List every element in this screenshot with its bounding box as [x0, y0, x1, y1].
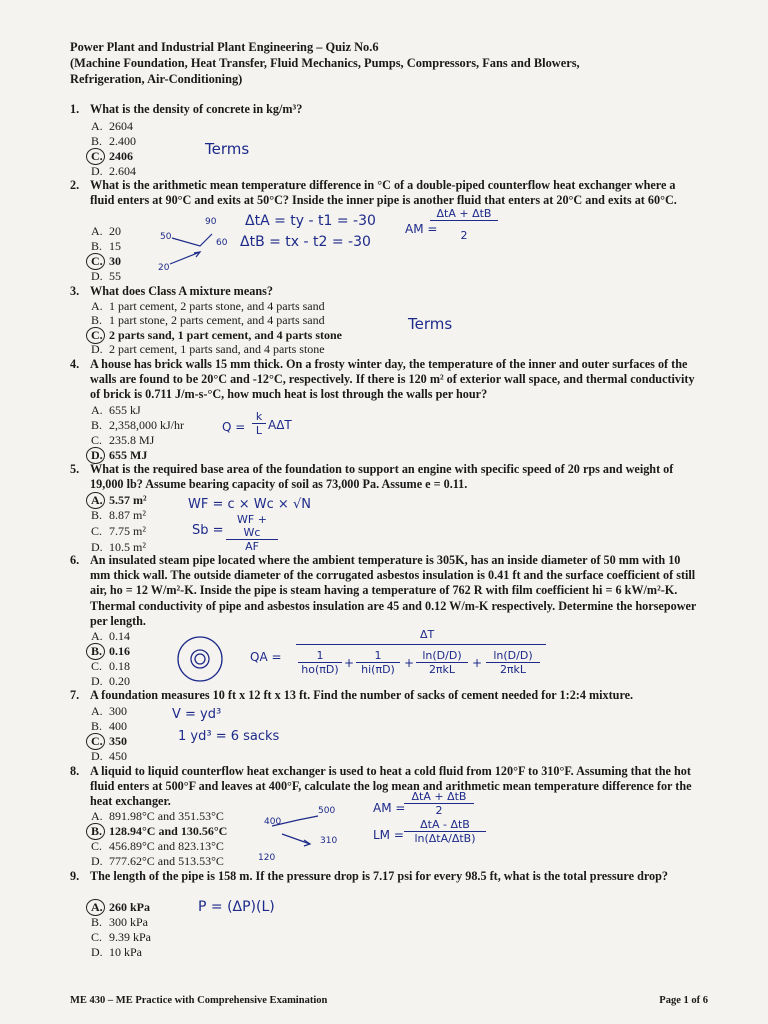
question-text: What is the required base area of the foundation to support an engine with specific speed of 20 rps and weight of 19,000 lb? Assume bearing capacity of soil as 73,000 Pa. Assume e = 0.11. [90, 462, 674, 492]
question-5: 5. What is the required base area of the foundation to support an engine with specific speed of 20 rps and weight of 19,000 lb? Assume bearing capacity of soil as 73,000 Pa. Assume e = 0.11. [70, 462, 700, 492]
delta-tb-formula: ΔtB = tx - t2 = -30 [240, 234, 371, 250]
qa-label: QA = [250, 650, 282, 664]
k-over-l-fraction: $\frac{k}{L}$ [252, 410, 266, 437]
answer-circle [86, 253, 105, 270]
lm-label: LM = [373, 828, 404, 842]
option-b: B. 1 part stone, 2 parts cement, and 4 parts sand [91, 313, 325, 327]
question-text: The length of the pipe is 158 m. If the pressure drop is 7.17 psi for every 98.5 ft, what is the total pressure drop? [90, 869, 669, 883]
option-b: B. 2.400 [91, 134, 136, 148]
temp-label-50: 50 [160, 232, 172, 242]
sacks-conversion: 1 yd³ = 6 sacks [178, 729, 280, 744]
temp-label-20: 20 [158, 263, 170, 273]
quiz-topics-line1: (Machine Foundation, Heat Transfer, Fluid Mechanics, Pumps, Compressors, Fans and Blowers, [70, 56, 580, 70]
option-b: B. 8.87 m² [91, 508, 146, 522]
option-b: B. 15 [91, 239, 121, 253]
question-text: What is the density of concrete in kg/m³? [90, 102, 303, 116]
option-c-selected: C. 2 parts sand, 1 part cement, and 4 parts stone [91, 328, 343, 342]
question-1: 1. What is the density of concrete in kg/m³? [70, 102, 700, 117]
option-d: D. 55 [91, 269, 121, 283]
lm-fraction: ΔtA - ΔtB ln(ΔtA/ΔtB) [404, 818, 486, 845]
quiz-page: Power Plant and Industrial Plant Engineering – Quiz No.6 (Machine Foundation, Heat Transfer, Fluid Mechanics, Pumps, Compressors, Fans and Blowers, Refrigeration, Air-Conditioning) 1. What is the density of concrete in kg/m³? A. 2604 B. 2.400 C. 2406 D. 2.604 Terms 2. What is the arithmetic mean temperature difference in °C of a double-piped counterflow heat exchanger where a fluid enters at 90°C and exits at 50°C? Inside the inner pipe is another fluid that enters at 20°C and exits at 60°C. A. 20 B. 15 C. 30 D. 55 90 50 60 20 ΔtA = ty - t1 = -30 ΔtB = tx - t2 = -30 AM = ΔtA + ΔtB 2 3. What does Class A mixture means? A. 1 part cement, 2 parts stone, and 4 parts sand B. 1 part stone, 2 parts cement, and 4 parts sand C. 2 parts sand, 1 part cement, and 4 parts stone D. 2 part cement, 1 parts sand, and 4 parts stone Terms 4. A house has brick walls 15 mm thick. On a frosty winter day, the temperature of the inner and outer surfaces of the walls are found to be 20°C and -12°C, respectively. If there is 120 m² of exterior wall space, and thermal conductivity of brick is 0.711 J/m-s-°C, how much heat is lost through the walls per hour? A. 655 kJ B. 2,358,000 kJ/hr C. 235.8 MJ D. 655 MJ Q = $\frac{k}{L}$ AΔT 5. What is the required base area of the foundation to support an engine with specific speed of 20 rps and weight of 19,000 lb? Assume bearing capacity of soil as 73,000 Pa. Assume e = 0.11. A. 5.57 m² B. 8.87 m² C. 7.75 m² D. 10.5 m² WF = c × Wc × √N Sb = $\frac{WF + Wc}{AF}$ 6. An insulated steam pipe located where the ambient temperature is 305K, has an inside diameter of 50 mm with 10 mm thick wall. The outside diameter of the corrugated asbestos insulation is 0.41 ft and the surface coefficient of still air, ho = 12 W/m²-K. Inside the pipe is steam having a temperature of 762 R with film coefficient hi = 6 kW/m²-K. Thermal conductivity of pipe and asbestos insulation are 45 and 0.12 W/m-K respectively. Determine the horsepower per length. A. 0.14 B. 0.16 C. 0.18 D. 0.20 QA = ΔT $\frac{1}{ho(\pi D)}$ + $\frac{1}{hi(\pi D)}$ + ln(D/D) 2πkL + ln(D/D) 2πkL 7. A foundation measures 10 ft x 12 ft x 13 ft. Find the number of sacks of cement needed for 1:2:4 mixture. A. 300 B. 400 C. 350 D. 450 V = yd³ 1 yd³ = 6 sacks 8. A liquid to liquid counterflow heat exchanger is used to heat a cold fluid from 120°F to 310°F. Assuming that the hot fluid enters at 500°F and leaves at 400°F, calculate the log mean and arithmetic mean temperature difference for the heat exchanger. A. 891.98°C and 351.53°C B. 128.94°C and 130.56°C C. 456.89°C and 823.13°C D. 777.62°C and 513.53°C 400 500 310 120 AM = ΔtA + ΔtB 2 LM = ΔtA - ΔtB ln(ΔtA/ΔtB) 9. The length of the pipe is 158 m. If the pressure drop is 7.17 psi for every 98.5 ft, what is the total pressure drop? A. 260 kPa B. 300 kPa C. 9.39 kPa D. 10 kPa P = (ΔP)(L) ME 430 – ME Practice with Comprehensive Examination Page 1 of 6 [70, 40, 708, 1006]
option-d: D. 777.62°C and 513.53°C [91, 854, 224, 868]
counterflow-sketch [268, 810, 324, 854]
am-fraction: ΔtA + ΔtB 2 [404, 790, 474, 817]
option-a: A. 891.98°C and 351.53°C [91, 809, 224, 823]
am-label: AM = [373, 801, 406, 815]
option-c: C. 456.89°C and 823.13°C [91, 839, 224, 853]
base-area-label: Sb = [192, 523, 224, 538]
option-d: D. 2 part cement, 1 parts sand, and 4 parts stone [91, 342, 325, 356]
question-3: 3. What does Class A mixture means? [70, 284, 700, 299]
option-c-selected: C. 2406 [91, 149, 133, 163]
option-a: A. 0.14 [91, 629, 130, 643]
option-a: A. 1 part cement, 2 parts stone, and 4 parts sand [91, 299, 325, 313]
answer-circle [86, 492, 105, 509]
main-fraction-bar [296, 644, 546, 645]
temp-label-500: 500 [318, 806, 336, 816]
answer-circle [86, 733, 105, 750]
option-c-selected: C. 350 [91, 734, 127, 748]
answer-circle [86, 823, 105, 840]
option-c: C. 0.18 [91, 659, 130, 673]
counterflow-sketch [160, 222, 220, 272]
am-fraction: ΔtA + ΔtB 2 [430, 207, 498, 242]
option-b: B. 300 kPa [91, 915, 148, 929]
question-7: 7. A foundation measures 10 ft x 12 ft x 13 ft. Find the number of sacks of cement needed for 1:2:4 mixture. [70, 688, 700, 703]
option-d: D. 0.20 [91, 674, 130, 688]
handwritten-note: Terms [408, 315, 453, 333]
answer-circle [86, 643, 105, 660]
temp-label-120: 120 [258, 853, 276, 863]
pipe-conduction-term: ln(D/D) 2πkL [416, 649, 468, 676]
temp-label-400: 400 [264, 817, 282, 827]
question-text: What does Class A mixture means? [90, 284, 273, 298]
pipe-cross-section-sketch [172, 633, 228, 685]
answer-circle [86, 899, 105, 916]
option-b: B. 2,358,000 kJ/hr [91, 418, 184, 432]
course-footer: ME 430 – ME Practice with Comprehensive Examination [70, 995, 328, 1006]
question-text: A house has brick walls 15 mm thick. On a frosty winter day, the temperature of the inner and outer surfaces of the walls are found to be 20°C and -12°C, respectively. If there is 120 m² of exterior wall space, and thermal conductivity of brick is 0.711 J/m-s-°C, how much heat is lost through the walls per hour? [90, 357, 695, 402]
option-a: A. 655 kJ [91, 403, 141, 417]
temp-label-60: 60 [216, 238, 228, 248]
heat-formula-rest: AΔT [268, 418, 292, 432]
option-d: D. 10 kPa [91, 945, 142, 959]
option-a: A. 20 [91, 224, 121, 238]
question-text: An insulated steam pipe located where the ambient temperature is 305K, has an inside diameter of 50 mm with 10 mm thick wall. The outside diameter of the corrugated asbestos insulation is 0.41 ft and the surface coefficient of still air, ho = 12 W/m²-K. Inside the pipe is steam having a temperature of 762 R with film coefficient hi = 6 kW/m²-K. Thermal conductivity of pipe and asbestos insulation are 45 and 0.12 W/m-K respectively. Determine the horsepower per length. [90, 553, 697, 628]
option-d: D. 450 [91, 749, 127, 763]
option-c-selected: C. 30 [91, 254, 121, 268]
question-4: 4. A house has brick walls 15 mm thick. On a frosty winter day, the temperature of the inner and outer surfaces of the walls are found to be 20°C and -12°C, respectively. If there is 120 m² of exterior wall space, and thermal conductivity of brick is 0.711 J/m-s-°C, how much heat is lost through the walls per hour? [70, 357, 700, 403]
air-film-term: $\frac{1}{ho(\pi D)}$ [298, 649, 342, 676]
answer-circle [86, 148, 105, 165]
option-c: C. 7.75 m² [91, 524, 146, 538]
question-9: 9. The length of the pipe is 158 m. If the pressure drop is 7.17 psi for every 98.5 ft, what is the total pressure drop? [70, 869, 700, 884]
insulation-conduction-term: ln(D/D) 2πkL [486, 649, 540, 676]
option-a-selected: A. 260 kPa [91, 900, 151, 914]
handwritten-note: Terms [205, 140, 250, 158]
option-d: D. 10.5 m² [91, 540, 146, 554]
pressure-formula: P = (ΔP)(L) [198, 899, 275, 915]
delta-t-numerator: ΔT [420, 628, 435, 641]
foundation-weight-formula: WF = c × Wc × √N [188, 497, 311, 512]
question-text: A foundation measures 10 ft x 12 ft x 13 ft. Find the number of sacks of cement needed for 1:2:4 mixture. [90, 688, 634, 702]
option-c: C. 235.8 MJ [91, 433, 155, 447]
volume-formula: V = yd³ [172, 707, 222, 722]
option-d: D. 2.604 [91, 164, 136, 178]
option-a: A. 300 [91, 704, 127, 718]
question-text: What is the arithmetic mean temperature difference in °C of a double-piped counterflow heat exchanger where a fluid enters at 90°C and exits at 50°C? Inside the inner pipe is another fluid that enters at 20°C and exits at 60°C. [90, 178, 677, 208]
question-6: 6. An insulated steam pipe located where the ambient temperature is 305K, has an inside diameter of 50 mm with 10 mm thick wall. The outside diameter of the corrugated asbestos insulation is 0.41 ft and the surface coefficient of still air, ho = 12 W/m²-K. Inside the pipe is steam having a temperature of 762 R with film coefficient hi = 6 kW/m²-K. Thermal conductivity of pipe and asbestos insulation are 45 and 0.12 W/m-K respectively. Determine the horsepower per length. [70, 553, 700, 629]
option-b: B. 400 [91, 719, 127, 733]
temp-label-310: 310 [320, 836, 338, 846]
question-text: A liquid to liquid counterflow heat exchanger is used to heat a cold fluid from 120°F to 310°F. Assuming that the hot fluid enters at 500°F and leaves at 400°F, calculate the log mean and arithmetic mean temperature difference for the heat exchanger. [90, 764, 692, 809]
option-b-selected: B. 0.16 [91, 644, 130, 658]
heat-q-label: Q = [222, 420, 246, 434]
delta-ta-formula: ΔtA = ty - t1 = -30 [245, 213, 376, 229]
option-a: A. 2604 [91, 119, 133, 133]
base-area-fraction: $\frac{WF + Wc}{AF}$ [226, 513, 278, 553]
am-label: AM = [405, 222, 438, 236]
steam-film-term: $\frac{1}{hi(\pi D)}$ [356, 649, 400, 676]
page-number: Page 1 of 6 [659, 995, 708, 1006]
question-8: 8. A liquid to liquid counterflow heat exchanger is used to heat a cold fluid from 120°F to 310°F. Assuming that the hot fluid enters at 500°F and leaves at 400°F, calculate the log mean and arithmetic mean temperature difference for the heat exchanger. [70, 764, 700, 810]
option-d-selected: D. 655 MJ [91, 448, 148, 462]
option-a-selected: A. 5.57 m² [91, 493, 147, 507]
quiz-topics-line2: Refrigeration, Air-Conditioning) [70, 72, 243, 86]
option-b-selected: B. 128.94°C and 130.56°C [91, 824, 228, 838]
quiz-title: Power Plant and Industrial Plant Engineering – Quiz No.6 [70, 40, 379, 54]
option-c: C. 9.39 kPa [91, 930, 151, 944]
question-2: 2. What is the arithmetic mean temperature difference in °C of a double-piped counterflow heat exchanger where a fluid enters at 90°C and exits at 50°C? Inside the inner pipe is another fluid that enters at 20°C and exits at 60°C. [70, 178, 700, 208]
temp-label-90: 90 [205, 217, 217, 227]
